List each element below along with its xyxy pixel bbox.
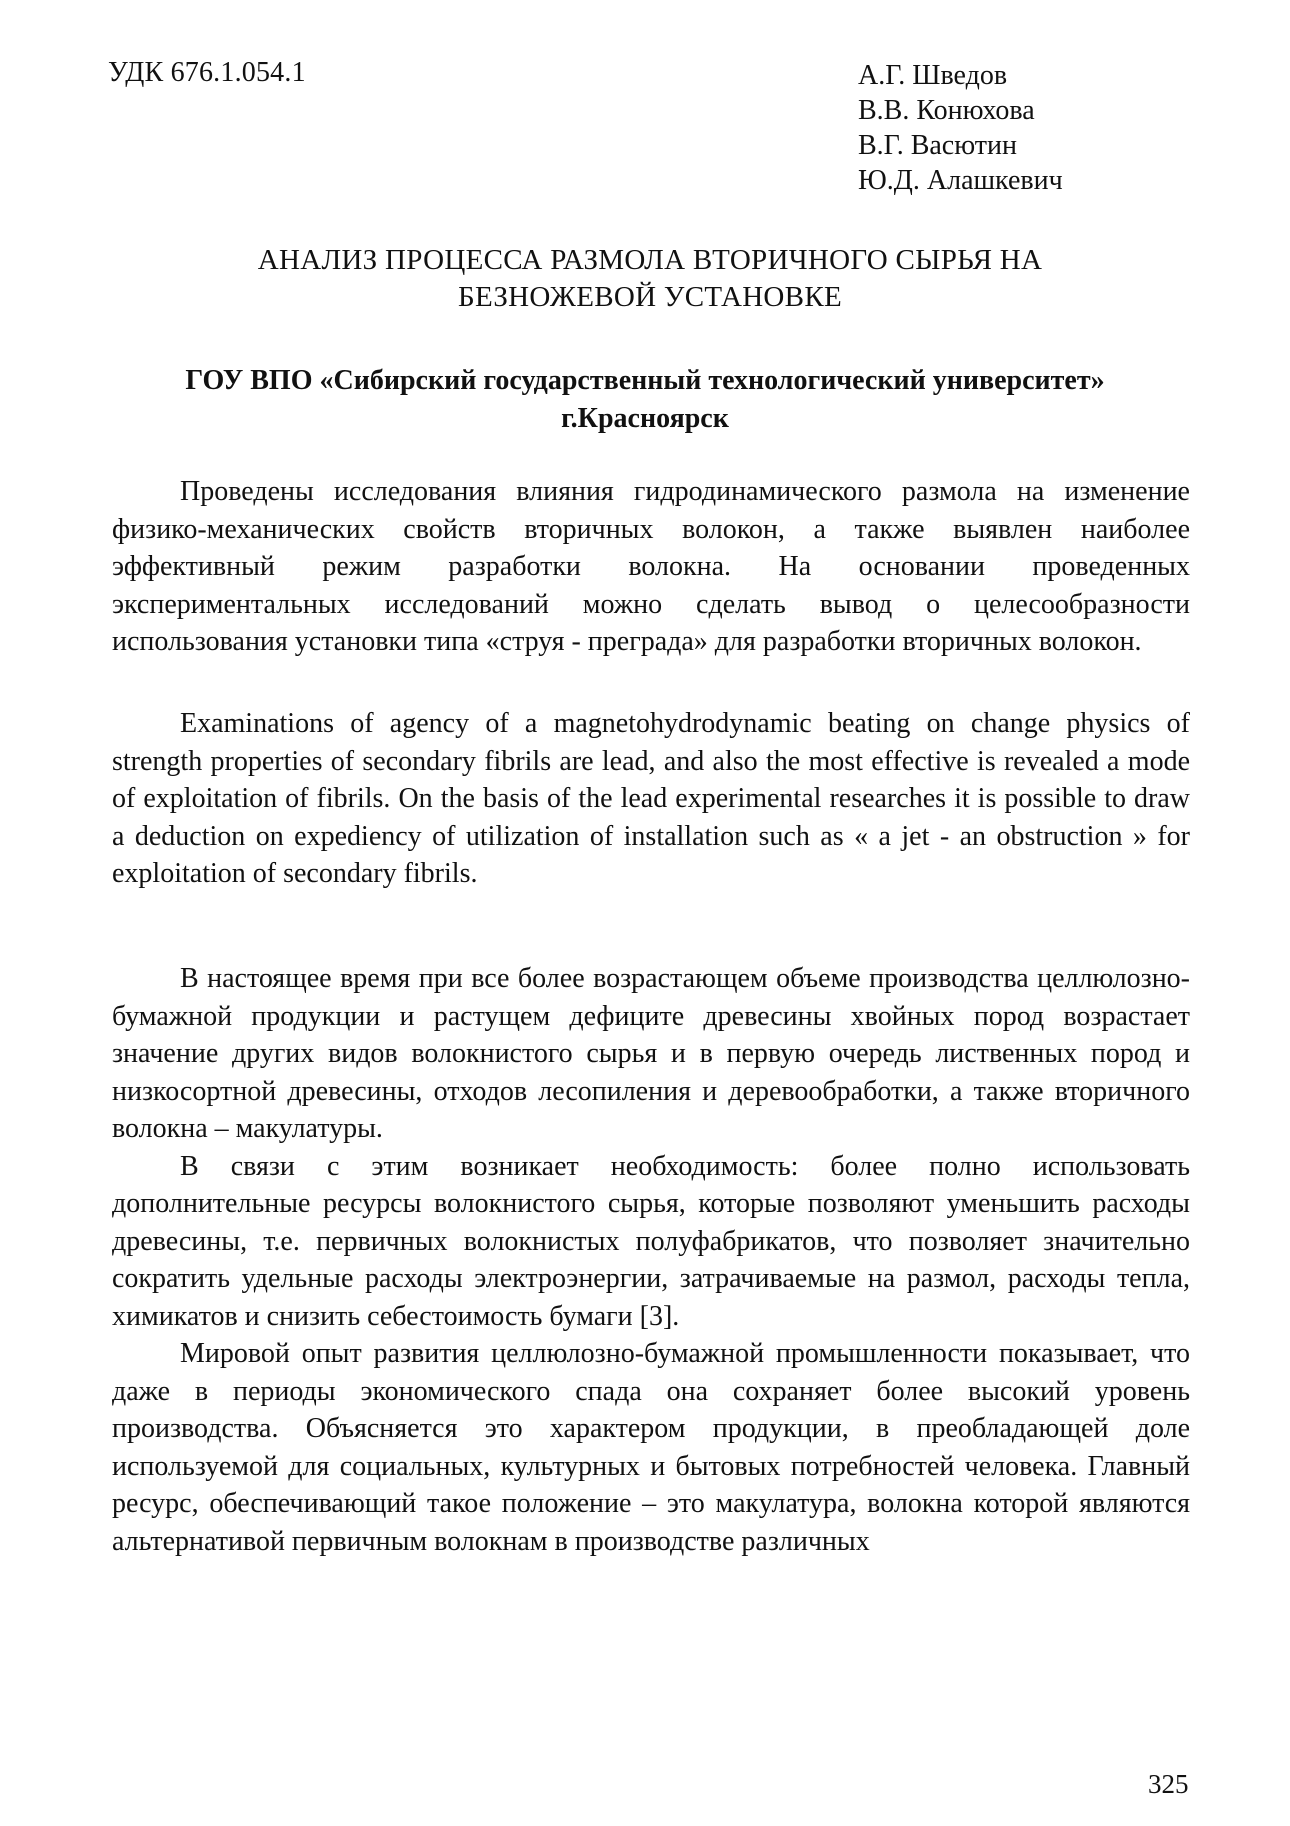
udk-code: УДК 676.1.054.1 bbox=[108, 57, 306, 88]
abstract-paragraph: Проведены исследования влияния гидродинамического размола на изменение физико-механических свойств вторичных волокон, а также выявлен наиболее эффективный режим разработки волокна. На основании проведенных экспериментальных исследований можно сделать вывод о целесообразности использования установки типа «струя - преграда» для разработки вторичных волокон. bbox=[112, 476, 1190, 657]
body-paragraph: В связи с этим возникает необходимость: более полно использовать дополнительные ресурсы волокнистого сырья, которые позволяют уменьшить расходы древесины, т.е. первичных волокнистых полуфабрикатов, что позволяет значительно сократить удельные расходы электроэнергии, затрачиваемые на размол, расходы тепла, химикатов и снизить себестоимость бумаги [3]. bbox=[112, 1150, 1190, 1332]
authors-list bbox=[858, 58, 1198, 198]
affiliation-line: ГОУ ВПО «Сибирский государственный технологический университет» bbox=[185, 365, 1105, 396]
author-name: Ю.Д. Алашкевич bbox=[858, 165, 1063, 196]
page-number: 325 bbox=[1148, 1769, 1189, 1799]
affiliation bbox=[100, 362, 1190, 438]
body-paragraph: Мировой опыт развития целлюлозно-бумажной промышленности показывает, что даже в периоды экономического спада она сохраняет более высокий уровень производства. Объясняется это характером продукции, в преобладающей доле используемой для социальных, культурных и бытовых потребностей человека. Главный ресурс, обеспечивающий такое положение – это макулатура, волокна которой являются альтернативой первичным волокнам в производстве различных bbox=[112, 1338, 1190, 1557]
paper-title-line: БЕЗНОЖЕВОЙ УСТАНОВКЕ bbox=[458, 281, 842, 313]
paper-title bbox=[120, 242, 1180, 316]
affiliation-city: г.Красноярск bbox=[561, 403, 729, 434]
body-text bbox=[112, 960, 1190, 1560]
abstract-paragraph: Examinations of agency of a magnetohydrodynamic beating on change physics of strength properties of secondary fibrils are lead, and also the most effective is revealed a mode of exploitation of fibrils. On the basis of the lead experimental researches it is possible to draw a deduction on expediency of utilization of installation such as « a jet - an obstruction » for exploitation of secondary fibrils. bbox=[112, 708, 1190, 889]
author-name: В.Г. Васютин bbox=[858, 130, 1017, 161]
author-name: В.В. Конюхова bbox=[858, 95, 1035, 126]
abstract-english bbox=[112, 705, 1190, 893]
abstract-russian bbox=[112, 473, 1190, 661]
body-paragraph: В настоящее время при все более возрастающем объеме производства целлюлозно-бумажной продукции и растущем дефиците древесины хвойных пород возрастает значение других видов волокнистого сырья и в первую очередь лиственных пород и низкосортной древесины, отходов лесопиления и деревообработки, а также вторичного волокна – макулатуры. bbox=[112, 963, 1190, 1144]
author-name: А.Г. Шведов bbox=[858, 60, 1008, 91]
paper-title-line: АНАЛИЗ ПРОЦЕССА РАЗМОЛА ВТОРИЧНОГО СЫРЬЯ НА bbox=[257, 244, 1043, 276]
